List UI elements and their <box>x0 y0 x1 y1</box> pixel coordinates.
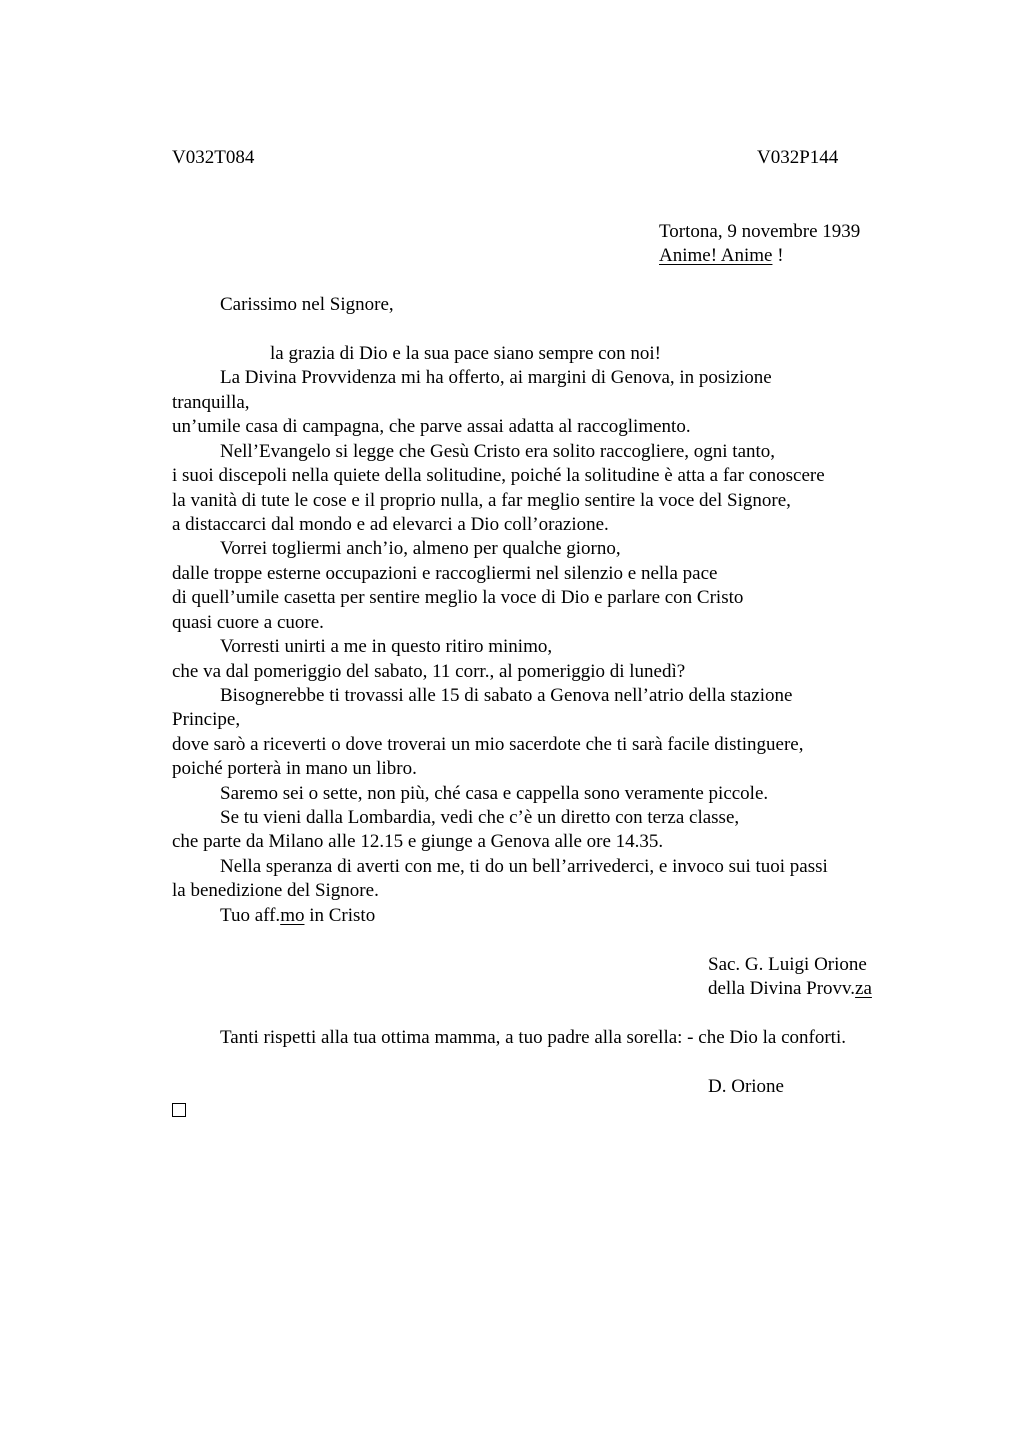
motto <box>659 244 784 268</box>
body-line: dove sarò a riceverti o dove troverai un mio sacerdote che ti sarà facile distinguere, <box>172 734 804 755</box>
body-line: un’umile casa di campagna, che parve assai adatta al raccoglimento. <box>172 416 691 437</box>
closing <box>220 904 375 928</box>
body-line: la grazia di Dio e la sua pace siano sempre con noi! <box>270 343 661 364</box>
body-line: La Divina Provvidenza mi ha offerto, ai margini di Genova, in posizione <box>220 367 772 388</box>
checkbox-square-icon <box>172 1103 186 1117</box>
signature-title <box>708 977 872 1001</box>
place-date: Tortona, 9 novembre 1939 <box>659 221 861 242</box>
body-line: Vorrei togliermi anch’io, almeno per qualche giorno, <box>220 538 621 559</box>
body-line: dalle troppe esterne occupazioni e raccogliermi nel silenzio e nella pace <box>172 563 718 584</box>
body-line: la vanità di tute le cose e il proprio nulla, a far meglio sentire la voce del Signore, <box>172 490 791 511</box>
signature-name: Sac. G. Luigi Orione <box>708 954 867 975</box>
salutation: Carissimo nel Signore, <box>220 294 394 315</box>
body-line: Saremo sei o sette, non più, ché casa e cappella sono veramente piccole. <box>220 783 769 804</box>
body-line: Bisognerebbe ti trovassi alle 15 di sabato a Genova nell’atrio della stazione <box>220 685 793 706</box>
closing-part: Tuo aff. <box>220 905 281 926</box>
body-line: Principe, <box>172 709 241 730</box>
body-line: che parte da Milano alle 12.15 e giunge a Genova alle ore 14.35. <box>172 831 664 852</box>
body-line: Nella speranza di averti con me, ti do un bell’arrivederci, e invoco sui tuoi passi <box>220 856 828 877</box>
body-line: tranquilla, <box>172 392 250 413</box>
body-line: a distaccarci dal mondo e ad elevarci a Dio coll’orazione. <box>172 514 609 535</box>
postscript: Tanti rispetti alla tua ottima mamma, a tuo padre alla sorella: - che Dio la conforti. <box>220 1027 846 1048</box>
body-line: i suoi discepoli nella quiete della solitudine, poiché la solitudine è atta a far conoscere <box>172 465 825 486</box>
closing-part: in Cristo <box>304 905 376 926</box>
document-code-right: V032P144 <box>757 147 839 168</box>
postscript-signature: D. Orione <box>708 1076 784 1097</box>
motto-exclamation: ! <box>772 245 784 266</box>
body-line: quasi cuore a cuore. <box>172 612 324 633</box>
body-line: Se tu vieni dalla Lombardia, vedi che c’è un diretto con terza classe, <box>220 807 740 828</box>
signature-title-underlined: za <box>855 978 872 999</box>
body-line: poiché porterà in mano un libro. <box>172 758 417 779</box>
body-line: la benedizione del Signore. <box>172 880 379 901</box>
body-line: che va dal pomeriggio del sabato, 11 corr., al pomeriggio di lunedì? <box>172 661 686 682</box>
motto-underlined: Anime! Anime <box>659 245 773 266</box>
body-line: Vorresti unirti a me in questo ritiro minimo, <box>220 636 553 657</box>
body-line: Nell’Evangelo si legge che Gesù Cristo era solito raccogliere, ogni tanto, <box>220 441 776 462</box>
closing-underlined: mo <box>280 905 305 926</box>
signature-title-text: della Divina Provv. <box>708 978 856 999</box>
document-code-left: V032T084 <box>172 147 255 168</box>
body-line: di quell’umile casetta per sentire meglio la voce di Dio e parlare con Cristo <box>172 587 744 608</box>
